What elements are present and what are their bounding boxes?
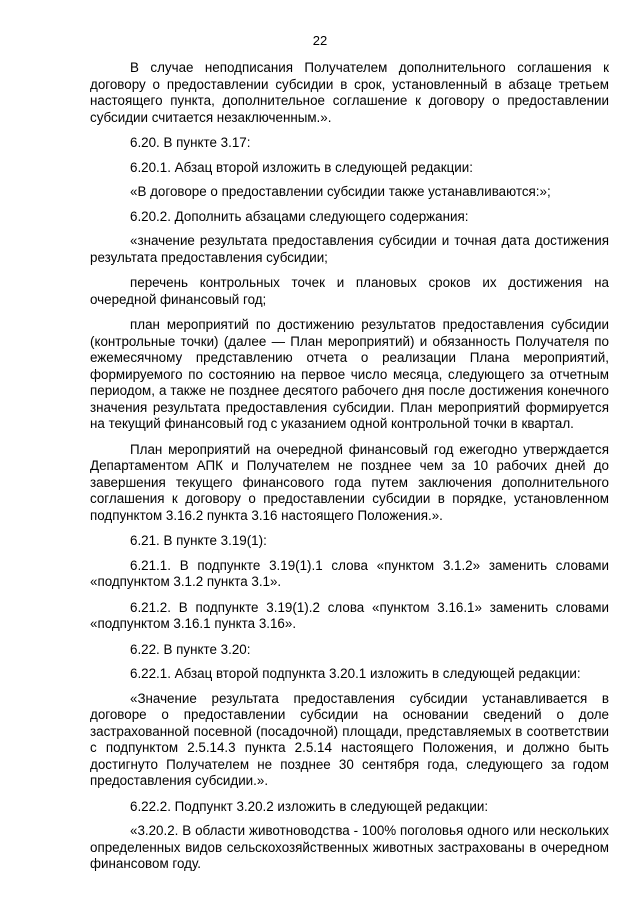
paragraph: «3.20.2. В области животноводства - 100% поголовья одного или нескольких определенных видов сельскохозяйственных животных застрахованы в очередном финансовом году. (90, 823, 609, 871)
paragraph: 6.21. В пункте 3.19(1): (130, 533, 267, 548)
paragraph: 6.21.1. В подпункте 3.19(1).1 слова «пунктом 3.1.2» заменить словами «подпунктом 3.1.2 пункта 3.1». (90, 557, 609, 589)
paragraph: 6.21.2. В подпункте 3.19(1).2 слова «пунктом 3.16.1» заменить словами «подпунктом 3.16.1 пункта 3.16». (90, 599, 609, 631)
paragraph: 6.22.2. Подпункт 3.20.2 изложить в следующей редакции: (130, 798, 489, 814)
paragraph: 6.20. В пункте 3.17: (130, 135, 251, 150)
paragraph: 6.22. В пункте 3.20: (130, 641, 251, 657)
paragraph: перечень контрольных точек и плановых сроков их достижения на очередной финансовый год; (90, 275, 609, 307)
paragraph: 6.22.1. Абзац второй подпункта 3.20.1 изложить в следующей редакции: (130, 666, 581, 681)
paragraph: «В договоре о предоставлении субсидии также устанавливаются:»; (130, 184, 551, 199)
paragraph: «Значение результата предоставления субсидии устанавливается в договоре о предоставлении субсидии на основании сведений о доле застрахованной посевной (посадочной) площади, представляемых в соответствии с подпунктом 2.5.14.3 пункта 2.5.14 настоящего Положения, и должно быть достигнуто Получателем не позднее 30 сентября года, следующего за годом предоставления субсидии.». (90, 690, 609, 788)
paragraph: план мероприятий по достижению результатов предоставления субсидии (контрольные точки) (далее — План мероприятий) и обязанность Получателя по ежемесячному представлению отчета о реализации Плана мероприятий, формируемого по состоянию на первое число месяца, следующего за отчетным периодом, а также не позднее десятого рабочего дня после достижения конечного значения результата предоставления субсидии. План мероприятий формируется на текущий финансовый год с указанием одной контрольной точки в квартал. (90, 317, 609, 431)
paragraph: 6.20.2. Дополнить абзацами следующего содержания: (130, 208, 469, 224)
paragraph: В случае неподписания Получателем дополнительного соглашения к договору о предоставлении субсидии в срок, установленный в абзаце третьем настоящего пункта, дополнительное соглашение к договору о предоставлении субсидии считается незаключенным.». (90, 60, 609, 125)
document-body (90, 60, 609, 882)
paragraph: План мероприятий на очередной финансовый год ежегодно утверждается Департаментом АПК и Получателем не позднее чем за 10 рабочих дней до завершения текущего финансового года путем заключения дополнительного соглашения к договору о предоставлении субсидии в порядке, установленном подпунктом 3.16.2 пункта 3.16 настоящего Положения.». (90, 441, 609, 523)
paragraph: 6.20.1. Абзац второй изложить в следующей редакции: (130, 159, 473, 175)
paragraph: «значение результата предоставления субсидии и точная дата достижения результата предоставления субсидии; (90, 233, 609, 265)
page-number: 22 (312, 33, 328, 48)
